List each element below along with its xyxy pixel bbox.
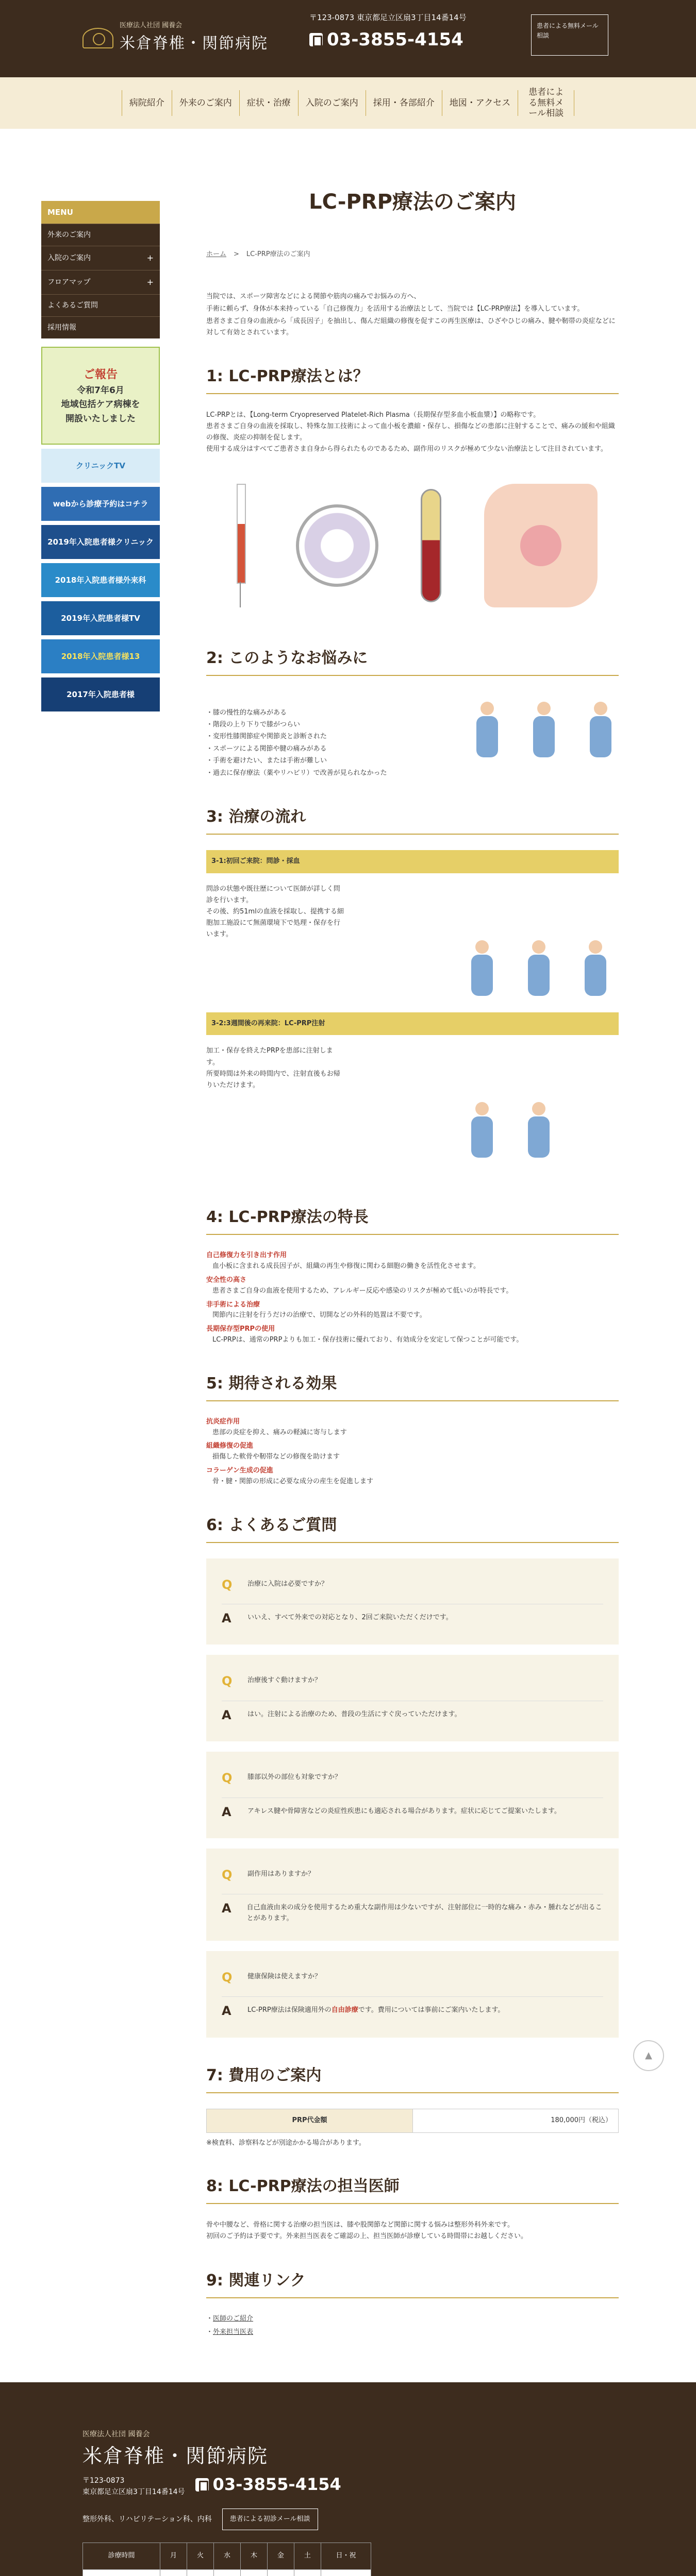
feature-body: 患者さまご自身の血液を使用するため、アレルギー反応や感染のリスクが極めて低いのが特長です。 (212, 1286, 513, 1295)
step-line: その後、約51mlの血液を採取し、提携する細胞加工施設にて無菌環境下で処理・保存を行います。 (206, 907, 344, 939)
s8-text (206, 2219, 619, 2242)
phone-icon (309, 33, 323, 46)
intro-line: 患者さまご自身の血液から「成長因子」を抽出し、傷んだ組織の修復を促すこの再生医療は、ひざやひじの痛み、腱や靭帯の炎症などに対して有効とされています。 (206, 317, 616, 337)
footer-logo-main[interactable]: 米倉脊椎・関節病院 (82, 2444, 269, 2467)
header-mail-button[interactable]: 患者による無料メール相談 (531, 14, 608, 56)
hours-cell (187, 2570, 213, 2576)
sidebar-item[interactable] (41, 294, 160, 316)
side-banner[interactable]: 2017年入院患者様 (41, 677, 160, 711)
step1-head: 3-1:初回ご来院：問診・採血 (206, 850, 619, 873)
person-icon (526, 702, 562, 764)
faq-item (206, 1849, 619, 1941)
sidebar (41, 201, 160, 2341)
phone-icon (195, 2478, 209, 2492)
s1-line: 使用する成分はすべてご患者さま自身から得られたものであるため、副作用のリスクが極めて少ない治療法として注目されています。 (206, 445, 607, 453)
fee-value: 180,000円（税込） (413, 2109, 619, 2132)
step2-head: 3-2:3週間後の再来院：LC-PRP注射 (206, 1012, 619, 1036)
answer-emphasis: 自由診療 (331, 2006, 358, 2014)
footer-addr-line: 〒123-0873 (82, 2476, 125, 2485)
step-line: 問診の状態や既往歴について医師が詳しく問診を行います。 (206, 885, 340, 904)
footer (0, 2382, 696, 2576)
logo-main: 米倉脊椎・関節病院 (120, 34, 268, 53)
banner-line: 令和7年6月 (77, 385, 124, 396)
banner-line: 開設いたしました (65, 413, 136, 424)
sidebar-item-label: 外来のご案内 (47, 231, 91, 239)
injection-illustration (464, 1045, 619, 1164)
side-banner[interactable]: 2019年入院患者様クリニック (41, 525, 160, 559)
effect-head: 組織修復の促進 (206, 1442, 254, 1450)
side-banner[interactable]: クリニックTV (41, 449, 160, 483)
breadcrumb-sep: > (234, 250, 239, 258)
sidebar-item-label: フロアマップ (47, 278, 91, 286)
nav-item[interactable]: 入院のご案内 (298, 90, 366, 116)
knee-injection-icon (484, 484, 598, 607)
s8-line: 初回のご予約は予要です。外来担当医表をご確認の上、担当医師が診療している時間帯にお越しください。 (206, 2232, 527, 2241)
hours-head: 水 (213, 2543, 240, 2570)
list-item: ・ 過去に保存療法（薬やリハビリ）で改善が見られなかった (206, 767, 412, 779)
sidebar-item[interactable] (41, 246, 160, 270)
hours-head: 月 (160, 2543, 187, 2570)
global-nav (0, 77, 696, 129)
faq-answer (247, 2001, 504, 2016)
list-item: ・ 変形性膝関節症や関節炎と診断された (206, 731, 412, 742)
sidebar-item-label: 採用情報 (47, 323, 76, 332)
section-title: 5: 期待される効果 (206, 1371, 619, 1401)
a-label: A (222, 1804, 231, 1819)
list-item: ・ 階段の上り下りで膝がつらい (206, 719, 412, 731)
consultation-illustration (464, 884, 619, 1002)
banner-line: 地域包括ケア病棟を (61, 399, 140, 410)
person-icon (577, 940, 614, 1002)
faq-question: 治療に入院は必要ですか？ (247, 1580, 328, 1588)
a-label: A (222, 1611, 231, 1626)
plus-icon: + (146, 277, 154, 287)
effect-head: 抗炎症作用 (206, 1417, 240, 1426)
hours-time (83, 2570, 160, 2576)
intro-line: 当院では、スポーツ障害などによる関節や筋肉の痛みでお悩みの方へ、 (206, 292, 421, 300)
patient-icon (464, 1102, 500, 1164)
sidebar-item-label: 入院のご案内 (47, 253, 91, 262)
fee-note: ※検査料、診察料などが別途かかる場合があります。 (206, 2139, 366, 2147)
footer-tel-number: 03-3855-4154 (212, 2475, 341, 2495)
related-links (206, 2314, 619, 2338)
section-title: 4: LC-PRP療法の特長 (206, 1205, 619, 1235)
section-title: 9: 関連リンク (206, 2268, 619, 2298)
feature-body: LC-PRPは、通常のPRPよりも加工・保存技術に優れており、有効成分を安定して保つことが可能です。 (212, 1336, 523, 1344)
list-item: ・ 手術を避けたい、または手術が難しい (206, 755, 412, 767)
q-label: Q (222, 1867, 233, 1882)
side-banner[interactable]: 2018年入院患者様13 (41, 639, 160, 673)
intro-line: 手術に頼らず、身体が本来持っている「自己修復力」を活用する治療法として、当院では【LC-PRP療法】を導入しています。 (206, 304, 584, 313)
faq-answer: アキレス腱や骨障害などの炎症性疾患にも適応される場合があります。症状に応じてご提案いたします。 (247, 1807, 561, 1815)
faq-answer: はい。注射による治療のため、普段の生活にすぐ戻っていただけます。 (247, 1710, 461, 1718)
section-title: 8: LC-PRP療法の担当医師 (206, 2174, 619, 2204)
hours-cell (267, 2570, 294, 2576)
page-title: LC-PRP療法のご案内 (309, 190, 516, 214)
hours-cell (213, 2570, 240, 2576)
faq-item (206, 1752, 619, 1838)
side-banner[interactable]: 2019年入院患者様TV (41, 601, 160, 635)
s1-line: 患者さまご自身の血液を採取し、特殊な加工技術によって血小板を濃縮・保存し、損傷などの患部に注射することで、痛みの緩和や組織の修復、炎症の抑制を促します。 (206, 422, 615, 442)
step-line: 加工・保存を終えたPRPを患部に注射します。 (206, 1047, 333, 1066)
sidebar-item-label: よくあるご質問 (47, 301, 98, 310)
faq-question: 膝部以外の部位も対象ですか？ (247, 1773, 342, 1782)
nav-item[interactable]: 病院紹介 (122, 90, 172, 116)
faq-answer: いいえ、すべて外来での対応となり、2回ご来院いただくだけです。 (247, 1614, 453, 1622)
person-icon (521, 940, 557, 1002)
syringe-icon (227, 484, 253, 607)
sidebar-item[interactable] (41, 316, 160, 338)
effect-body: 損傷した軟骨や靭帯などの修復を助けます (212, 1453, 340, 1461)
feature-body: 関節内に注射を行うだけの治療で、切開などの外科的処置は不要です。 (212, 1311, 426, 1319)
feature-head: 自己修復力を引き出す作用 (206, 1251, 287, 1260)
footer-address (82, 2475, 185, 2498)
faq-question: 副作用はありますか？ (247, 1870, 315, 1878)
footer-dept: 整形外科、リハビリテーション科、内科 (82, 2515, 212, 2523)
faq-item (206, 1655, 619, 1741)
hours-head: 火 (187, 2543, 213, 2570)
breadcrumb-current: LC-PRP療法のご案内 (246, 250, 310, 258)
step2-text (206, 1045, 345, 1091)
effect-body: 骨・腱・関節の形成に必要な成分の産生を促進します (212, 1477, 374, 1485)
sidebar-menu-head: MENU (41, 201, 160, 224)
q-label: Q (222, 1970, 233, 1985)
list-item: ・ スポーツによる関節や腱の痛みがある (206, 743, 412, 755)
section-title: 3: 治療の流れ (206, 805, 619, 835)
header-address: 〒123-0873 東京都足立区扇3丁目14番14号 (309, 13, 467, 22)
section-title: 2: このようなお悩みに (206, 646, 619, 676)
header-contact (309, 11, 505, 54)
scroll-top-button[interactable]: ▲ (633, 2040, 664, 2071)
site-header (0, 0, 696, 77)
feature-head: 非手術による治療 (206, 1300, 260, 1309)
breadcrumb (206, 249, 619, 260)
faq-answer: 自己血液由来の成分を使用するため重大な副作用は少ないですが、注射部位に一時的な痛み・赤み・腫れなどが出ることがあります。 (246, 1904, 602, 1923)
hours-head: 木 (240, 2543, 267, 2570)
breadcrumb-home[interactable]: ホーム (206, 250, 227, 258)
content (206, 190, 619, 2341)
s1-line: LC-PRPとは、【Long-term Cryopreserved Platelet-Rich Plasma（長期保存型多血小板血漿）】の略称です。 (206, 411, 540, 419)
section-title: 6: よくあるご質問 (206, 1513, 619, 1543)
hours-head: 金 (267, 2543, 294, 2570)
intro (206, 291, 619, 338)
feature-body: 血小板に含まれる成長因子が、組織の再生や修復に関わる細胞の働きを活性化させます。 (212, 1262, 480, 1270)
doctor-icon (464, 940, 500, 1002)
notice-banner[interactable] (41, 347, 160, 445)
plus-icon: + (146, 253, 154, 263)
hours-cell (160, 2570, 187, 2576)
header-tel-number: 03-3855-4154 (327, 29, 463, 50)
hospital-logo-icon (82, 28, 113, 48)
q-label: Q (222, 1577, 233, 1592)
centrifuge-icon (296, 504, 378, 587)
banner-line: ご報告 (83, 368, 118, 381)
doctor-icon (521, 1102, 557, 1164)
faq-question: 健康保険は使えますか？ (247, 1972, 322, 1980)
nav-item[interactable]: 患者による無料メール相談 (518, 90, 574, 116)
hours-cell (294, 2570, 321, 2576)
s8-line: 骨や中腰など、骨格に関する治療の担当医は、膝や股関節など関節に関する悩みは整形外科外来です。 (206, 2221, 514, 2229)
logo-sub: 医療法人社団 國養会 (120, 22, 183, 29)
a-label: A (222, 1901, 231, 1916)
feature-head: 安全性の高さ (206, 1276, 247, 1284)
step2 (206, 1045, 619, 1164)
footer-logo-sub: 医療法人社団 國養会 (82, 2430, 150, 2439)
hours-cell (240, 2570, 267, 2576)
fee-label: PRP代金額 (207, 2109, 413, 2132)
step1-text (206, 884, 345, 940)
footer-tel[interactable] (195, 2471, 341, 2498)
a-label: A (222, 1707, 231, 1722)
section-title: 7: 費用のご案内 (206, 2063, 619, 2093)
s1-text (206, 410, 619, 455)
hours-table (82, 2543, 371, 2576)
related-link[interactable]: 医師のご紹介 (213, 2314, 254, 2323)
footer-dept-row (82, 2509, 614, 2531)
faq-question: 治療後すぐ動けますか？ (247, 1676, 322, 1685)
section-title: 1: LC-PRP療法とは？ (206, 364, 619, 394)
effect-head: コラーゲン生成の促進 (206, 1467, 273, 1475)
nav-item[interactable]: 地図・アクセス (442, 90, 518, 116)
patients-illustration (469, 702, 619, 764)
person-icon (583, 702, 619, 764)
q-label: Q (222, 1771, 233, 1786)
nav-item[interactable]: 外来のご案内 (172, 90, 239, 116)
answer-part: LC-PRP療法は保険適用外の (247, 2006, 332, 2014)
site-logo[interactable] (82, 21, 268, 56)
a-label: A (222, 2004, 231, 2019)
feature-head: 長期保存型PRPの使用 (206, 1325, 275, 1333)
nav-item[interactable]: 採用・各部紹介 (366, 90, 442, 116)
header-tel[interactable] (309, 26, 505, 54)
fee-table (206, 2109, 619, 2133)
hours-head: 診療時間 (83, 2543, 160, 2570)
s4-features (206, 1250, 619, 1345)
footer-addr-line: 東京都足立区扇3丁目14番14号 (82, 2488, 185, 2497)
main (0, 129, 696, 2341)
blood-tube-icon (421, 489, 441, 602)
person-icon (469, 702, 505, 764)
sidebar-item[interactable] (41, 224, 160, 246)
step-line: 所要時間は外来の時間内で、注射直後もお帰りいただけます。 (206, 1070, 340, 1089)
s5-effects (206, 1417, 619, 1487)
side-banner[interactable]: webから診療予約はコチラ (41, 487, 160, 521)
q-label: Q (222, 1674, 233, 1689)
s2-body (206, 691, 619, 779)
related-link[interactable]: 外来担当医表 (213, 2328, 254, 2336)
sidebar-item[interactable] (41, 270, 160, 294)
s2-list (206, 707, 412, 779)
faq-item (206, 1558, 619, 1645)
faq-item (206, 1951, 619, 2038)
list-item: ・ 膝の慢性的な痛みがある (206, 707, 412, 719)
effect-body: 患部の炎症を抑え、痛みの軽減に寄与します (212, 1428, 347, 1436)
hours-cell (321, 2570, 371, 2576)
step1 (206, 884, 619, 1002)
hours-head: 土 (294, 2543, 321, 2570)
footer-mail-button[interactable]: 患者による初診メール相談 (222, 2509, 318, 2531)
prp-illustration (206, 471, 619, 620)
hours-head: 日・祝 (321, 2543, 371, 2570)
nav-item[interactable]: 症状・治療 (239, 90, 298, 116)
answer-part: です。費用については事前にご案内いたします。 (358, 2006, 505, 2014)
side-banner[interactable]: 2018年入院患者様外来科 (41, 563, 160, 597)
